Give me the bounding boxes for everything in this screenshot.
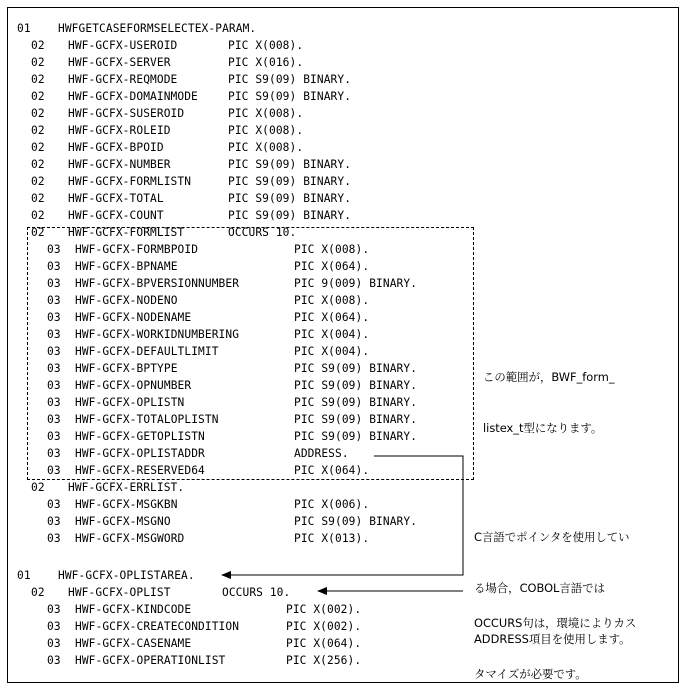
field-name: HWF-GCFX-SUSEROID: [68, 107, 185, 120]
field-lvl: 03: [47, 464, 61, 477]
field-name: HWF-GCFX-MSGWORD: [75, 532, 185, 545]
field-pic: OCCURS 10.: [222, 586, 291, 599]
field-lvl: 03: [47, 328, 61, 341]
field-name: HWF-GCFX-CREATECONDITION: [75, 620, 240, 633]
field-name: HWF-GCFX-NODENAME: [75, 311, 192, 324]
field-lvl: 03: [47, 515, 61, 528]
field-name: HWF-GCFX-KINDCODE: [75, 603, 192, 616]
field-lvl: 02: [31, 107, 45, 120]
field-lvl: 03: [47, 379, 61, 392]
field-name: HWF-GCFX-NODENO: [75, 294, 178, 307]
field-pic: PIC X(002).: [286, 603, 362, 616]
field-name: HWF-GCFX-OPLISTADDR: [75, 447, 205, 460]
field-pic: PIC S9(09) BINARY.: [294, 413, 418, 426]
field-lvl: 03: [47, 654, 61, 667]
field-pic: PIC X(256).: [286, 654, 362, 667]
field-lvl: 03: [47, 260, 61, 273]
address-arrow: [222, 456, 463, 575]
field-name: HWF-GCFX-MSGKBN: [75, 498, 178, 511]
field-lvl: 03: [47, 311, 61, 324]
field-pic: PIC X(008).: [228, 141, 304, 154]
field-lvl: 03: [47, 277, 61, 290]
field-lvl: 02: [31, 586, 45, 599]
field-name: HWF-GCFX-BPNAME: [75, 260, 178, 273]
oplistarea-header: 01 HWF-GCFX-OPLISTAREA.: [17, 569, 195, 582]
field-lvl: 02: [31, 192, 45, 205]
field-name: HWF-GCFX-TOTAL: [68, 192, 164, 205]
field-name: HWF-GCFX-OPERATIONLIST: [75, 654, 226, 667]
field-lvl: 02: [31, 158, 45, 171]
field-name: HWF-GCFX-WORKIDNUMBERING: [75, 328, 240, 341]
field-pic: PIC X(064).: [294, 464, 370, 477]
field-pic: PIC X(008).: [294, 243, 370, 256]
field-pic: PIC X(008).: [228, 124, 304, 137]
field-name: HWF-GCFX-CASENAME: [75, 637, 192, 650]
field-pic: PIC S9(09) BINARY.: [228, 209, 352, 222]
field-lvl: 03: [47, 362, 61, 375]
field-lvl: 03: [47, 603, 61, 616]
field-name: HWF-GCFX-NUMBER: [68, 158, 171, 171]
field-name: HWF-GCFX-GETOPLISTN: [75, 430, 205, 443]
field-lvl: 03: [47, 532, 61, 545]
field-pic: PIC S9(09) BINARY.: [228, 90, 352, 103]
field-pic: PIC X(064).: [294, 311, 370, 324]
field-name: HWF-GCFX-DEFAULTLIMIT: [75, 345, 219, 358]
field-name: HWF-GCFX-BPOID: [68, 141, 164, 154]
field-pic: PIC S9(09) BINARY.: [228, 73, 352, 86]
field-name: HWF-GCFX-REQMODE: [68, 73, 178, 86]
field-pic: PIC S9(09) BINARY.: [294, 396, 418, 409]
field-name: HWF-GCFX-OPNUMBER: [75, 379, 192, 392]
note-pointer-line-1: C言語でポインタを使用してい: [474, 530, 630, 544]
field-pic: PIC S9(09) BINARY.: [228, 192, 352, 205]
field-pic: PIC X(016).: [228, 56, 304, 69]
field-name: HWF-GCFX-FORMLIST: [68, 226, 185, 239]
field-name: HWF-GCFX-FORMBPOID: [75, 243, 199, 256]
note-pointer-line-3: ADDRESS項目を使用します。: [474, 632, 631, 646]
field-name: HWF-GCFX-OPLISTN: [75, 396, 185, 409]
field-lvl: 02: [31, 481, 45, 494]
field-pic: PIC S9(09) BINARY.: [294, 515, 418, 528]
field-pic: PIC X(008).: [228, 107, 304, 120]
note-occurs-line-1: OCCURS句は，環境によりカス: [474, 616, 637, 630]
field-pic: PIC 9(009) BINARY.: [294, 277, 418, 290]
field-pic: PIC X(008).: [228, 39, 304, 52]
field-name: HWF-GCFX-COUNT: [68, 209, 164, 222]
note-range-line-1: この範囲が，BWF_form_: [483, 370, 615, 384]
field-name: HWF-GCFX-DOMAINMODE: [68, 90, 198, 103]
field-name: HWF-GCFX-FORMLISTN: [68, 175, 192, 188]
field-pic: PIC X(004).: [294, 328, 370, 341]
field-pic: PIC S9(09) BINARY.: [294, 379, 418, 392]
field-lvl: 03: [47, 447, 61, 460]
record-header: 01 HWFGETCASEFORMSELECTEX-PARAM.: [17, 22, 257, 35]
field-lvl: 02: [31, 209, 45, 222]
field-name: HWF-GCFX-BPVERSIONNUMBER: [75, 277, 240, 290]
field-pic: ADDRESS.: [294, 447, 349, 460]
field-lvl: 03: [47, 294, 61, 307]
field-pic: PIC X(004).: [294, 345, 370, 358]
note-occurs-line-2: タマイズが必要です。: [474, 667, 587, 681]
field-pic: PIC X(002).: [286, 620, 362, 633]
field-lvl: 03: [47, 620, 61, 633]
field-pic: PIC S9(09) BINARY.: [228, 175, 352, 188]
field-name: HWF-GCFX-MSGNO: [75, 515, 171, 528]
field-lvl: 02: [31, 124, 45, 137]
field-lvl: 03: [47, 243, 61, 256]
field-pic: PIC X(008).: [294, 294, 370, 307]
field-name: HWF-GCFX-USEROID: [68, 39, 178, 52]
field-lvl: 03: [47, 396, 61, 409]
field-pic: PIC X(064).: [286, 637, 362, 650]
field-lvl: 02: [31, 226, 45, 239]
field-name: HWF-GCFX-RESERVED64: [75, 464, 205, 477]
field-lvl: 03: [47, 345, 61, 358]
field-name: HWF-GCFX-SERVER: [68, 56, 171, 69]
field-pic: PIC X(006).: [294, 498, 370, 511]
field-name: HWF-GCFX-BPTYPE: [75, 362, 178, 375]
field-pic: PIC S9(09) BINARY.: [294, 362, 418, 375]
field-name: HWF-GCFX-ERRLIST.: [68, 481, 185, 494]
field-lvl: 02: [31, 90, 45, 103]
field-lvl: 02: [31, 141, 45, 154]
field-pic: PIC X(013).: [294, 532, 370, 545]
field-lvl: 02: [31, 56, 45, 69]
field-lvl: 02: [31, 39, 45, 52]
field-name: HWF-GCFX-OPLIST: [68, 586, 171, 599]
field-pic: PIC X(064).: [294, 260, 370, 273]
field-lvl: 02: [31, 175, 45, 188]
field-pic: OCCURS 10.: [228, 226, 297, 239]
field-pic: PIC S9(09) BINARY.: [294, 430, 418, 443]
field-lvl: 03: [47, 498, 61, 511]
field-name: HWF-GCFX-ROLEID: [68, 124, 171, 137]
note-range-line-2: listex_t型になります。: [483, 421, 603, 435]
note-pointer-line-2: る場合，COBOL言語では: [474, 581, 605, 595]
field-name: HWF-GCFX-TOTALOPLISTN: [75, 413, 219, 426]
field-pic: PIC S9(09) BINARY.: [228, 158, 352, 171]
field-lvl: 03: [47, 430, 61, 443]
field-lvl: 03: [47, 637, 61, 650]
field-lvl: 02: [31, 73, 45, 86]
field-lvl: 03: [47, 413, 61, 426]
